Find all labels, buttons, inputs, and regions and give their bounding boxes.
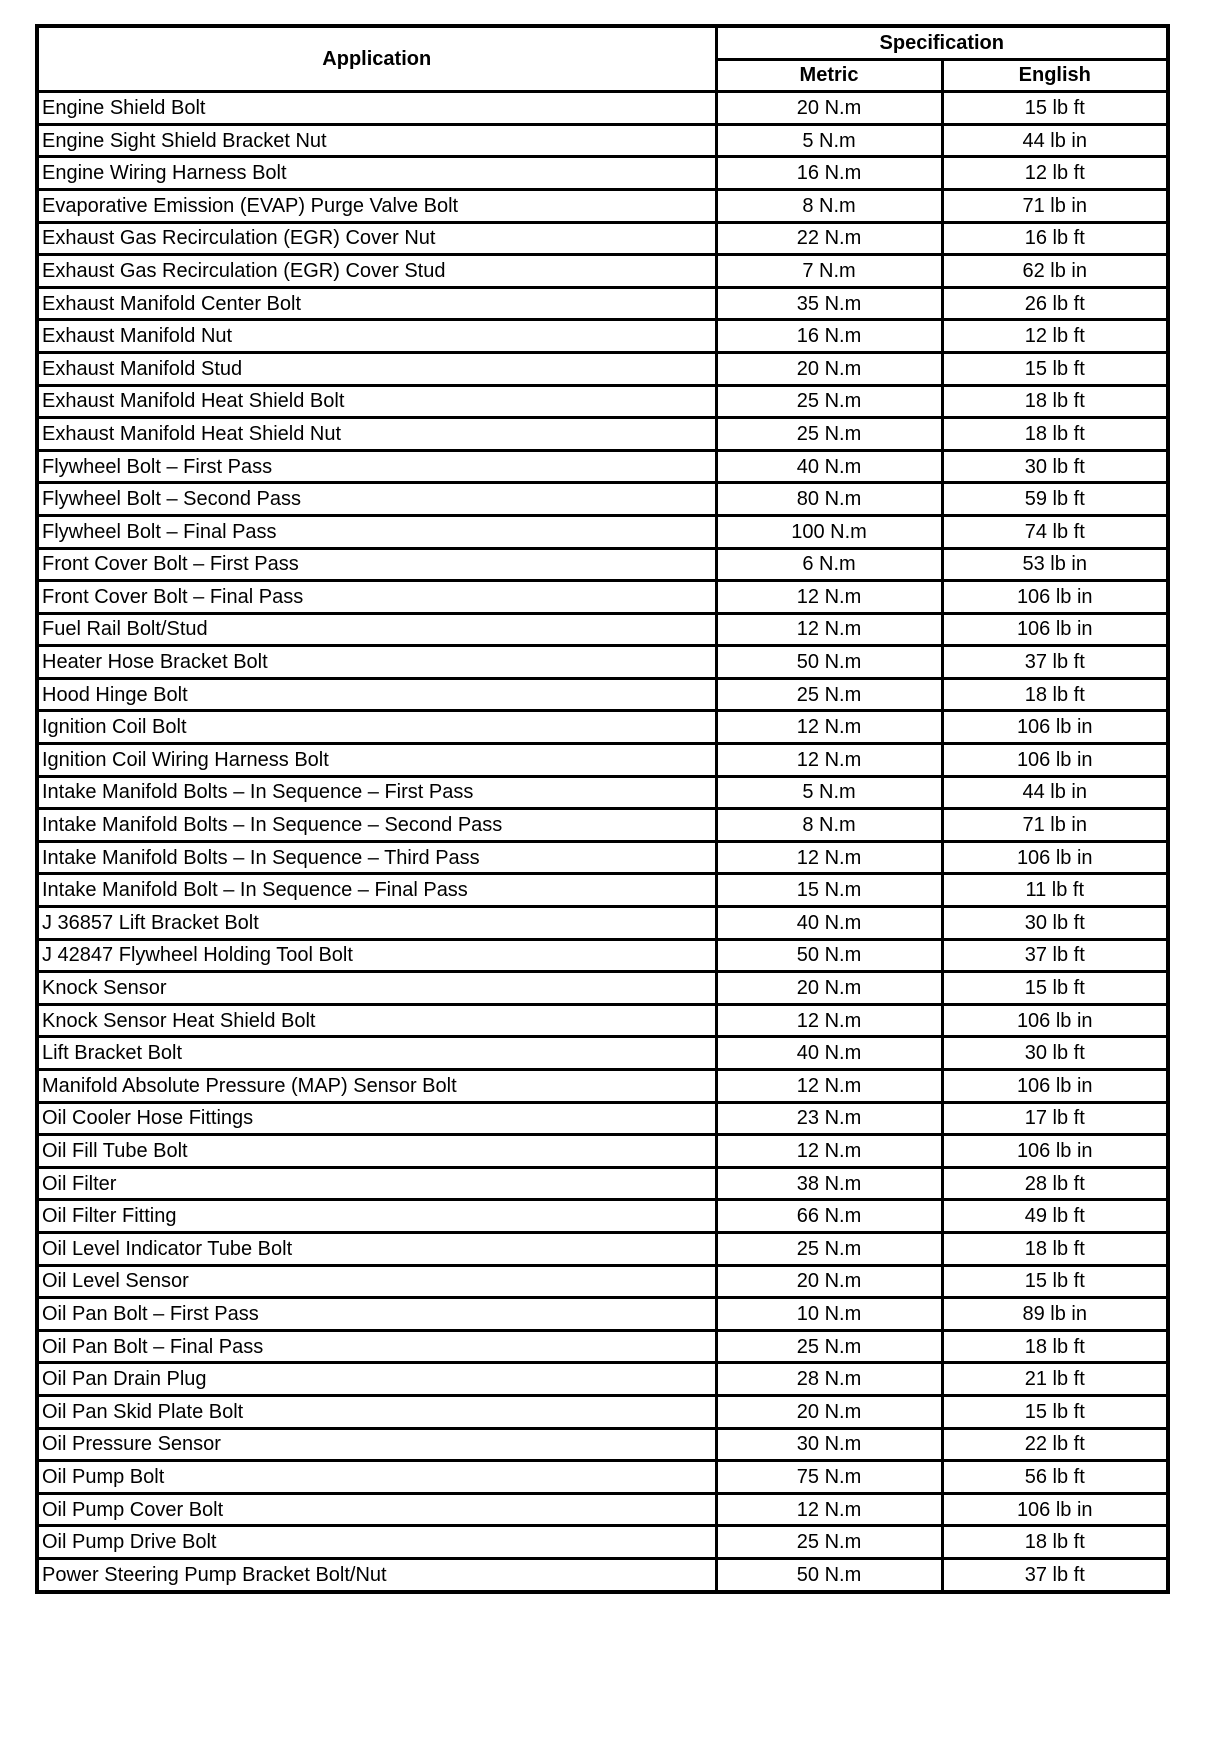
table-row [37,841,1168,874]
metric-cell: 7 N.m [716,255,942,288]
application-cell: Exhaust Manifold Nut [37,320,716,353]
metric-cell: 25 N.m [716,418,942,451]
english-cell: 12 lb ft [942,157,1168,190]
english-cell: 15 lb ft [942,352,1168,385]
table-row [37,1037,1168,1070]
metric-cell: 50 N.m [716,1558,942,1591]
application-cell: Exhaust Manifold Heat Shield Bolt [37,385,716,418]
table-row [37,809,1168,842]
table-row [37,1004,1168,1037]
metric-cell: 12 N.m [716,1004,942,1037]
application-cell: J 42847 Flywheel Holding Tool Bolt [37,939,716,972]
english-cell: 22 lb ft [942,1428,1168,1461]
application-cell: Exhaust Manifold Heat Shield Nut [37,418,716,451]
english-cell: 18 lb ft [942,1526,1168,1559]
table-row [37,450,1168,483]
metric-cell: 50 N.m [716,939,942,972]
english-cell: 106 lb in [942,581,1168,614]
table-row [37,1493,1168,1526]
application-cell: Oil Pan Bolt – First Pass [37,1298,716,1331]
table-row [37,1232,1168,1265]
metric-cell: 12 N.m [716,1135,942,1168]
english-cell: 106 lb in [942,744,1168,777]
application-cell: Flywheel Bolt – Second Pass [37,483,716,516]
application-cell: Oil Pump Drive Bolt [37,1526,716,1559]
application-cell: Engine Wiring Harness Bolt [37,157,716,190]
application-cell: Oil Pan Bolt – Final Pass [37,1330,716,1363]
metric-cell: 28 N.m [716,1363,942,1396]
application-cell: Exhaust Manifold Stud [37,352,716,385]
table-row [37,352,1168,385]
application-cell: Engine Shield Bolt [37,92,716,125]
table-row [37,874,1168,907]
metric-cell: 25 N.m [716,1526,942,1559]
metric-cell: 100 N.m [716,515,942,548]
english-cell: 37 lb ft [942,939,1168,972]
application-cell: Flywheel Bolt – Final Pass [37,515,716,548]
metric-cell: 12 N.m [716,1070,942,1103]
table-row [37,1526,1168,1559]
english-cell: 17 lb ft [942,1102,1168,1135]
table-row [37,157,1168,190]
application-cell: Exhaust Gas Recirculation (EGR) Cover Nut [37,222,716,255]
english-cell: 18 lb ft [942,418,1168,451]
english-cell: 26 lb ft [942,287,1168,320]
english-header: English [942,59,1168,92]
table-row [37,255,1168,288]
metric-cell: 20 N.m [716,1395,942,1428]
english-cell: 30 lb ft [942,907,1168,940]
table-row [37,1135,1168,1168]
application-cell: Front Cover Bolt – First Pass [37,548,716,581]
application-cell: Oil Pan Skid Plate Bolt [37,1395,716,1428]
application-cell: Oil Pump Cover Bolt [37,1493,716,1526]
application-cell: Intake Manifold Bolts – In Sequence – Second Pass [37,809,716,842]
english-cell: 106 lb in [942,1004,1168,1037]
english-cell: 74 lb ft [942,515,1168,548]
metric-cell: 25 N.m [716,678,942,711]
table-row [37,1363,1168,1396]
application-cell: Oil Level Sensor [37,1265,716,1298]
application-cell: Oil Pump Bolt [37,1461,716,1494]
english-cell: 18 lb ft [942,385,1168,418]
table-row [37,972,1168,1005]
table-row [37,483,1168,516]
english-cell: 18 lb ft [942,1232,1168,1265]
english-cell: 12 lb ft [942,320,1168,353]
application-cell: Oil Pressure Sensor [37,1428,716,1461]
application-cell: Oil Fill Tube Bolt [37,1135,716,1168]
table-row [37,1070,1168,1103]
table-row [37,418,1168,451]
table-row [37,320,1168,353]
table-row [37,581,1168,614]
metric-cell: 25 N.m [716,1330,942,1363]
english-cell: 30 lb ft [942,1037,1168,1070]
table-row [37,1102,1168,1135]
table-header [37,26,1168,92]
english-cell: 37 lb ft [942,646,1168,679]
metric-cell: 5 N.m [716,776,942,809]
application-cell: Evaporative Emission (EVAP) Purge Valve Bolt [37,189,716,222]
table-row [37,548,1168,581]
english-cell: 106 lb in [942,1070,1168,1103]
metric-cell: 20 N.m [716,972,942,1005]
application-cell: Oil Filter Fitting [37,1200,716,1233]
metric-cell: 50 N.m [716,646,942,679]
english-cell: 11 lb ft [942,874,1168,907]
metric-cell: 40 N.m [716,450,942,483]
application-cell: Exhaust Gas Recirculation (EGR) Cover Stud [37,255,716,288]
english-cell: 44 lb in [942,776,1168,809]
application-cell: Fuel Rail Bolt/Stud [37,613,716,646]
metric-cell: 22 N.m [716,222,942,255]
metric-cell: 20 N.m [716,92,942,125]
table-row [37,1428,1168,1461]
application-cell: Heater Hose Bracket Bolt [37,646,716,679]
english-cell: 106 lb in [942,613,1168,646]
application-cell: Lift Bracket Bolt [37,1037,716,1070]
table-row [37,646,1168,679]
table-row [37,515,1168,548]
application-cell: Ignition Coil Bolt [37,711,716,744]
application-cell: Power Steering Pump Bracket Bolt/Nut [37,1558,716,1591]
table-row [37,1167,1168,1200]
table-row [37,1558,1168,1591]
table-body [37,92,1168,1592]
english-cell: 53 lb in [942,548,1168,581]
english-cell: 44 lb in [942,124,1168,157]
application-cell: Oil Cooler Hose Fittings [37,1102,716,1135]
metric-cell: 25 N.m [716,385,942,418]
english-cell: 15 lb ft [942,92,1168,125]
english-cell: 106 lb in [942,841,1168,874]
english-cell: 28 lb ft [942,1167,1168,1200]
table-row [37,287,1168,320]
english-cell: 16 lb ft [942,222,1168,255]
metric-cell: 10 N.m [716,1298,942,1331]
application-cell: J 36857 Lift Bracket Bolt [37,907,716,940]
metric-cell: 20 N.m [716,1265,942,1298]
metric-cell: 80 N.m [716,483,942,516]
metric-cell: 23 N.m [716,1102,942,1135]
table-row [37,939,1168,972]
metric-cell: 16 N.m [716,320,942,353]
metric-cell: 35 N.m [716,287,942,320]
metric-cell: 5 N.m [716,124,942,157]
english-cell: 30 lb ft [942,450,1168,483]
metric-cell: 20 N.m [716,352,942,385]
metric-cell: 25 N.m [716,1232,942,1265]
english-cell: 59 lb ft [942,483,1168,516]
table-row [37,744,1168,777]
metric-cell: 40 N.m [716,907,942,940]
english-cell: 49 lb ft [942,1200,1168,1233]
metric-cell: 8 N.m [716,809,942,842]
table-row [37,1265,1168,1298]
application-cell: Flywheel Bolt – First Pass [37,450,716,483]
english-cell: 15 lb ft [942,1395,1168,1428]
specification-header: Specification [716,26,1168,59]
table-row [37,711,1168,744]
english-cell: 106 lb in [942,1493,1168,1526]
english-cell: 89 lb in [942,1298,1168,1331]
application-cell: Oil Level Indicator Tube Bolt [37,1232,716,1265]
table-row [37,1395,1168,1428]
metric-cell: 6 N.m [716,548,942,581]
english-cell: 71 lb in [942,809,1168,842]
fastener-specification-table [35,24,1170,1594]
english-cell: 71 lb in [942,189,1168,222]
application-cell: Front Cover Bolt – Final Pass [37,581,716,614]
application-cell: Intake Manifold Bolts – In Sequence – Third Pass [37,841,716,874]
english-cell: 18 lb ft [942,1330,1168,1363]
application-cell: Hood Hinge Bolt [37,678,716,711]
english-cell: 37 lb ft [942,1558,1168,1591]
metric-cell: 12 N.m [716,744,942,777]
table-row [37,776,1168,809]
table-row [37,1200,1168,1233]
table-row [37,1298,1168,1331]
application-cell: Oil Filter [37,1167,716,1200]
metric-cell: 12 N.m [716,613,942,646]
metric-cell: 12 N.m [716,1493,942,1526]
table-row [37,92,1168,125]
table-row [37,678,1168,711]
table-row [37,907,1168,940]
metric-cell: 75 N.m [716,1461,942,1494]
metric-cell: 8 N.m [716,189,942,222]
english-cell: 106 lb in [942,1135,1168,1168]
metric-cell: 16 N.m [716,157,942,190]
metric-cell: 15 N.m [716,874,942,907]
application-cell: Knock Sensor Heat Shield Bolt [37,1004,716,1037]
table-row [37,189,1168,222]
metric-cell: 38 N.m [716,1167,942,1200]
application-cell: Intake Manifold Bolts – In Sequence – First Pass [37,776,716,809]
metric-cell: 12 N.m [716,581,942,614]
application-cell: Manifold Absolute Pressure (MAP) Sensor Bolt [37,1070,716,1103]
english-cell: 62 lb in [942,255,1168,288]
metric-cell: 40 N.m [716,1037,942,1070]
english-cell: 18 lb ft [942,678,1168,711]
english-cell: 21 lb ft [942,1363,1168,1396]
table-row [37,124,1168,157]
english-cell: 15 lb ft [942,972,1168,1005]
table-row [37,385,1168,418]
metric-cell: 12 N.m [716,841,942,874]
table-row [37,1330,1168,1363]
application-cell: Knock Sensor [37,972,716,1005]
application-cell: Exhaust Manifold Center Bolt [37,287,716,320]
application-cell: Intake Manifold Bolt – In Sequence – Final Pass [37,874,716,907]
metric-cell: 66 N.m [716,1200,942,1233]
metric-cell: 12 N.m [716,711,942,744]
english-cell: 15 lb ft [942,1265,1168,1298]
application-cell: Engine Sight Shield Bracket Nut [37,124,716,157]
table-row [37,222,1168,255]
application-cell: Ignition Coil Wiring Harness Bolt [37,744,716,777]
header-row-top [37,26,1168,59]
table-row [37,613,1168,646]
english-cell: 56 lb ft [942,1461,1168,1494]
metric-cell: 30 N.m [716,1428,942,1461]
application-header: Application [37,26,716,92]
metric-header: Metric [716,59,942,92]
application-cell: Oil Pan Drain Plug [37,1363,716,1396]
english-cell: 106 lb in [942,711,1168,744]
table-row [37,1461,1168,1494]
